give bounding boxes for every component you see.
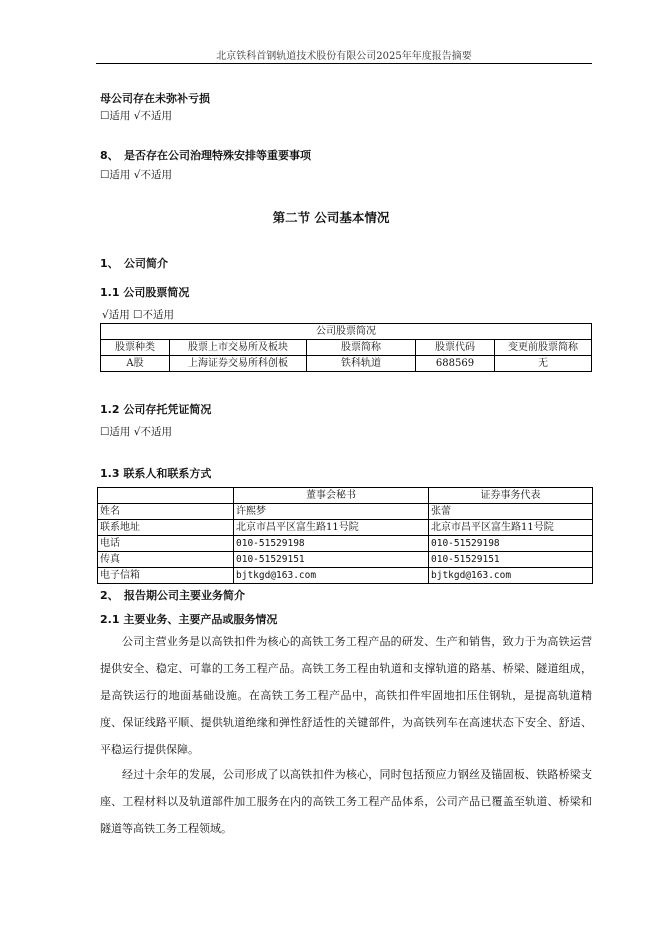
table-cell: 铁科轨道 bbox=[307, 356, 416, 372]
stock-table bbox=[100, 323, 592, 372]
s1-3-heading: 1.3 联系人和联系方式 bbox=[100, 467, 212, 480]
table-cell: 姓名 bbox=[98, 504, 234, 520]
s2-1-heading: 2.1 主要业务、主要产品或服务情况 bbox=[100, 613, 278, 626]
table-header-cell: 股票种类 bbox=[101, 340, 170, 356]
table-header-cell: 股票代码 bbox=[416, 340, 495, 356]
table-header-cell: 股票简称 bbox=[307, 340, 416, 356]
stock-table-caption: 公司股票简况 bbox=[101, 324, 592, 340]
table-cell: 010-51529198 bbox=[234, 536, 429, 552]
table-cell: 张蕾 bbox=[429, 504, 593, 520]
contact-table bbox=[97, 487, 593, 584]
table-cell: 010-51529151 bbox=[234, 552, 429, 568]
table-cell: 北京市昌平区富生路11号院 bbox=[429, 520, 593, 536]
s1-number: 1、 bbox=[100, 257, 119, 270]
table-row bbox=[98, 488, 593, 504]
table-cell: 北京市昌平区富生路11号院 bbox=[234, 520, 429, 536]
paragraph: 公司主营业务是以高铁扣件为核心的高铁工务工程产品的研发、生产和销售，致力于为高铁运营提供安全、稳定、可靠的工务工程产品。高铁工务工程由轨道和支撑轨道的路基、桥梁、隧道组成，是高铁运行的地面基础设施。在高铁工务工程产品中，高铁扣件牢固地扣压住钢轨，是提高轨道精度、保证线路平顺、提供轨道绝缘和弹性舒适性的关键部件，为高铁列车在高速状态下安全、舒适、平稳运行提供保障。 bbox=[100, 635, 592, 756]
section-title: 第二节 公司基本情况 bbox=[272, 210, 390, 225]
header-divider bbox=[96, 63, 592, 64]
s1-heading: 公司简介 bbox=[124, 257, 168, 270]
s1-2-applicability: ☐适用 √不适用 bbox=[100, 426, 172, 438]
table-cell: 688569 bbox=[416, 356, 495, 372]
table-header-cell: 变更前股票简称 bbox=[495, 340, 592, 356]
table-header-cell bbox=[98, 488, 234, 504]
table-row bbox=[98, 504, 593, 520]
email-link: bjtkgd@163.com bbox=[234, 568, 429, 584]
table-cell: 许熙梦 bbox=[234, 504, 429, 520]
table-row bbox=[98, 552, 593, 568]
s1-1-heading: 1.1 公司股票简况 bbox=[100, 286, 190, 299]
loss-applicability: ☐适用 √不适用 bbox=[100, 110, 172, 122]
table-header-cell: 股票上市交易所及板块 bbox=[170, 340, 307, 356]
email-link: bjtkgd@163.com bbox=[429, 568, 593, 584]
table-cell: A股 bbox=[101, 356, 170, 372]
table-cell: 上海证券交易所科创板 bbox=[170, 356, 307, 372]
table-cell: 联系地址 bbox=[98, 520, 234, 536]
table-cell: 电子信箱 bbox=[98, 568, 234, 584]
page-header: 北京铁科首钢轨道技术股份有限公司2025年年度报告摘要 bbox=[216, 51, 472, 62]
table-cell: 电话 bbox=[98, 536, 234, 552]
table-cell: 010-51529151 bbox=[429, 552, 593, 568]
s2-number: 2、 bbox=[100, 589, 119, 602]
table-row bbox=[101, 340, 592, 356]
table-row bbox=[101, 356, 592, 372]
table-header-cell: 董事会秘书 bbox=[234, 488, 429, 504]
s2-heading: 报告期公司主要业务简介 bbox=[124, 589, 245, 602]
s1-2-heading: 1.2 公司存托凭证简况 bbox=[100, 403, 212, 416]
paragraph: 经过十余年的发展，公司形成了以高铁扣件为核心，同时包括预应力钢丝及锚固板、铁路桥梁支座、工程材料以及轨道部件加工服务在内的高铁工务工程产品体系，公司产品已覆盖至轨道、桥梁和隧道等高铁工务工程领域。 bbox=[100, 768, 592, 835]
loss-heading: 母公司存在未弥补亏损 bbox=[100, 92, 210, 105]
table-row bbox=[98, 536, 593, 552]
table-cell: 010-51529198 bbox=[429, 536, 593, 552]
item8-heading: 是否存在公司治理特殊安排等重要事项 bbox=[124, 149, 311, 162]
table-row bbox=[98, 568, 593, 584]
item8-applicability: ☐适用 √不适用 bbox=[100, 169, 172, 181]
item8-number: 8、 bbox=[100, 149, 119, 162]
table-header-cell: 证券事务代表 bbox=[429, 488, 593, 504]
table-cell: 传真 bbox=[98, 552, 234, 568]
s1-1-applicability: √适用 ☐不适用 bbox=[102, 309, 174, 321]
table-row bbox=[98, 520, 593, 536]
table-cell: 无 bbox=[495, 356, 592, 372]
